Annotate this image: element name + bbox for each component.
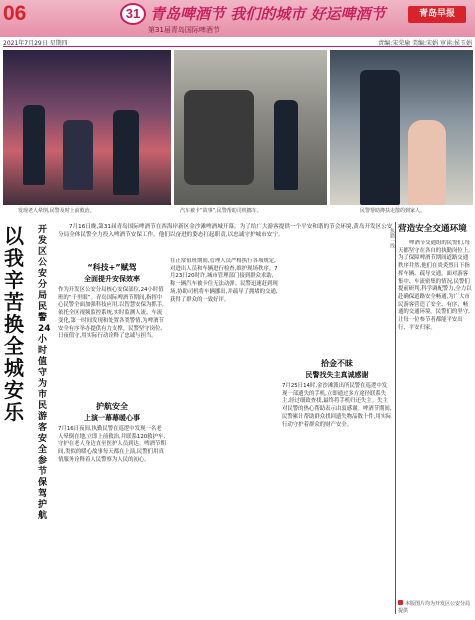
- car-shape: [184, 90, 254, 185]
- officer-figure: [113, 110, 139, 195]
- masthead-title: 青岛啤酒节 我们的城市 好运啤酒节: [150, 5, 386, 23]
- newspaper-logo: 青岛早报: [408, 6, 466, 23]
- section-heading: 拾金不昧: [321, 359, 353, 368]
- page-number: 06: [3, 2, 27, 25]
- masthead-banner: [0, 0, 475, 37]
- photo-caption: 发现老人晕倒,民警及时上前救治。: [18, 208, 95, 214]
- photo-credit: 本版图片均为开发区公安分局提供: [398, 601, 471, 614]
- masthead-subtitle: 第31届青岛国际啤酒节: [148, 26, 220, 34]
- article-text: 7月16日夜间,执勤民警在巡逻中发现一名老人晕倒在地,立即上前救治,并联系120救护车,守护在老人身边直至医护人员到达。啤酒节期间,类似的暖心故事每天都在上演,民警们用真情服务诠释着人民警察为人民的初心。: [58, 425, 166, 463]
- photo-stuck-car: [174, 50, 327, 205]
- issue-date: 2021年7月29日 星期四: [3, 40, 68, 47]
- lead-paragraph: 7月16日晚,第31届青岛国际啤酒节在西海岸新区金沙滩啤酒城开幕。为了给广大游客提供一个平安和谐的节会环境,黄岛开发区公安分局全体民警全力投入啤酒节安保工作。他们以奋进的姿态扛起职责,以忠诚守护城市安宁。: [58, 224, 393, 238]
- photo-caption: 民警帮助搀扶走散的到家人。: [360, 208, 426, 214]
- article-column-1: [58, 258, 166, 614]
- dateline: [3, 38, 472, 47]
- headline-sub: 开发区公安分局民警24小时值守 为市民游客安全参节保驾护航: [38, 225, 51, 521]
- photo-caption: 汽车被卡“故事”,民警帮助司机挪车。: [180, 208, 262, 214]
- officer-figure: [23, 105, 45, 185]
- article-text: 7月25日14时,金沙滩派出所民警在巡逻中发现一部遗失的手机,立即通过多方途径联系失主,经过细致查找,最终将手机归还失主。失主对民警的热心帮助表示由衷感谢。啤酒节期间,民警累计帮助群众找回遗失物品数十件,用实际行动守护着群众的财产安全。: [282, 383, 392, 428]
- officer-figure: [274, 100, 298, 190]
- child-figure: [408, 120, 446, 205]
- article-text: 作为开发区公安分局核心安保部位,24小时值班的“千里眼”。青岛国际啤酒节期间,指挥中心民警全面加强科技应用,以智慧安保为抓手,依托全区视频监控系统,实时监测人流、车流变化,第一时间发现和处置各类警情,为啤酒节安全有序举办提供有力支撑。民警坚守岗位、日夜值守,用实际行动诠释了忠诚与担当。: [58, 287, 166, 340]
- camera-icon: [398, 600, 403, 605]
- officer-figure: [360, 70, 400, 205]
- section-subheading: 民警找失主真诚感谢: [305, 371, 369, 379]
- photo-lost-child: [330, 50, 473, 205]
- column-divider: [395, 222, 396, 614]
- section-subheading: 上演一幕幕暖心事: [84, 413, 140, 422]
- headline-main: 以我辛苦 换全城安乐: [4, 224, 24, 424]
- article-column-2: [170, 258, 278, 614]
- sidebar-heading: 营造安全交通环境: [398, 224, 467, 234]
- article-text: 在正常值班期间,管理人员严格执行各项规定,对进出人员和车辆进行检查,维护现场秩序。7月23日20时许,城市管理部门接到群众求助,称一辆汽车被卡住无法动弹。民警迅速赶到现场,协助司机将车辆挪出,并疏导了拥堵的交通,获得了群众的一致好评。: [170, 258, 278, 303]
- photo-fainted-elder: [3, 50, 171, 205]
- festival-number-badge: 31: [120, 3, 146, 25]
- section-tag: 执勤一线: [389, 228, 395, 248]
- article-column-3: [282, 258, 392, 614]
- sidebar-text: 啤酒节交通组的民警们,每天都坚守在各自的执勤岗位上,为了保障啤酒节期间道路交通秩序井然,他们在炎炎烈日下指挥车辆、疏导交通。面对游客集中、车流密集的情况,民警们提前研判,科学调配警力,全力以赴确保道路安全畅通,为广大市民游客营造了安全、有序、畅通的交通环境。民警们的坚守,让每一位参节者都能平安出行、平安归家。: [398, 240, 472, 331]
- editor-credits: 责编:宋荣瑜 美编:宋娟 审读:侯玉娟: [378, 40, 472, 47]
- section-heading: 护航安全: [96, 401, 128, 411]
- officer-figure: [63, 120, 93, 190]
- section-heading: “科技+”赋驾: [87, 263, 137, 272]
- section-subheading: 全面提升安保效率: [84, 275, 140, 283]
